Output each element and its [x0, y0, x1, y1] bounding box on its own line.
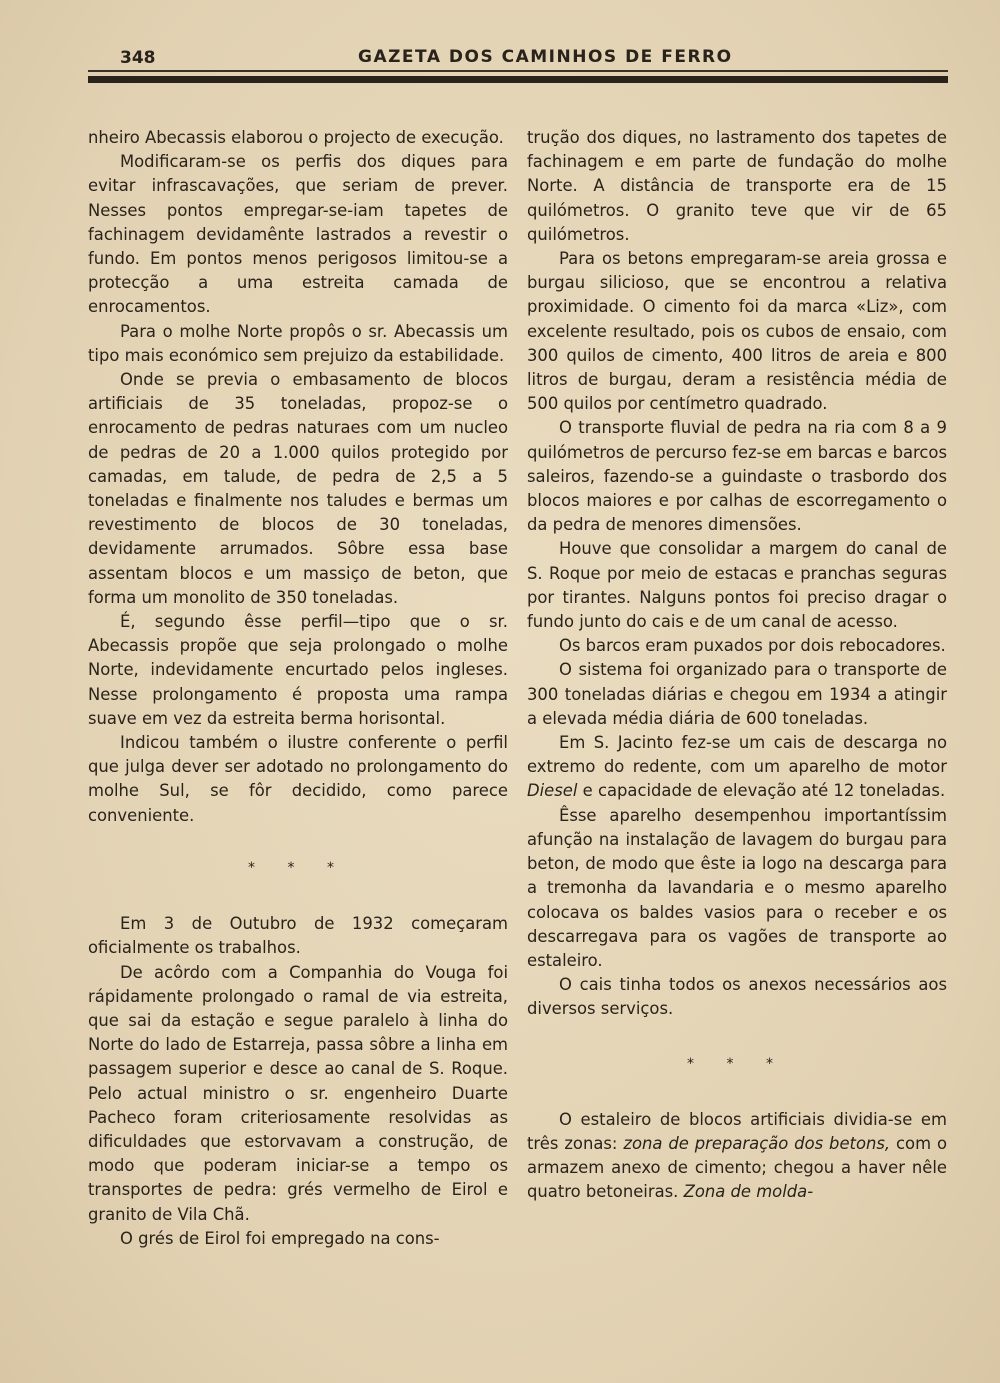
- paragraph: nheiro Abecassis elaborou o projecto de execução.: [88, 128, 504, 147]
- paragraph: Houve que consolidar a margem do canal de S. Roque por meio de estacas e pranchas seguras por tirantes. Nalguns pontos foi preciso dragar o fundo junto do cais e de um canal de acesso.: [527, 539, 947, 632]
- header-rule-thick: [88, 76, 948, 83]
- paragraph: Êsse aparelho desempenhou importantíssim afunção na instalação de lavagem do burgau para beton, de modo que êste ia logo na descarga para a tremonha da lavandaria e o mesmo aparelho colocava os baldes vasios para o receber e os descarregava para os vagões de transporte ao estaleiro.: [527, 805, 947, 970]
- italic-term: Diesel: [527, 781, 578, 801]
- right-column: [527, 126, 947, 1205]
- left-column: [88, 126, 508, 1251]
- text-run: com o armazem anexo de cimento; chegou a haver nêle quatro betoneiras.: [527, 1133, 947, 1202]
- paragraph: Indicou também o ilustre conferente o perfil que julga dever ser adotado no prolongamento do molhe Sul, se fôr decidido, como parece conveniente.: [88, 733, 508, 825]
- paragraph: trução dos diques, no lastramento dos tapetes de fachinagem e em parte de fundação do molhe Norte. A distância de transporte era de 15 quilómetros. O granito teve que vir de 65 quilómetros.: [527, 128, 947, 244]
- paragraph: De acôrdo com a Companhia do Vouga foi rápidamente prolongado o ramal de via estreita, que sai da estação e segue paralelo à linha do Norte do lado de Estarreja, passa sôbre a linha em passagem superior e desce ao canal de S. Roque. Pelo actual ministro o sr. engenheiro Duarte Pacheco foram criteriosamente resolvidas as dificuldades que estorvavam a construção, de modo que poderam iniciar-se a tempo os transportes de pedra: grés vermelho de Eirol e granito de Vila Chã.: [88, 962, 508, 1224]
- paragraph: O cais tinha todos os anexos necessários aos diversos serviços.: [527, 975, 947, 1019]
- paragraph: O transporte fluvial de pedra na ria com 8 a 9 quilómetros de percurso fez-se em barcas e barcos saleiros, fazendo-se a guindaste o trasbordo dos blocos maiores e por calhas de escorregamento o da pedra de menores dimensões.: [527, 418, 947, 535]
- paragraph: O sistema foi organizado para o transporte de 300 toneladas diárias e chegou em 1934 a atingir a elevada média diária de 600 toneladas.: [527, 660, 947, 728]
- text-run: Em S. Jacinto fez-se um cais de descarga no extremo do redente, com um aparelho de motor: [527, 733, 947, 777]
- paragraph: [527, 1108, 947, 1205]
- section-separator: * * *: [687, 1055, 787, 1072]
- paragraph: Os barcos eram puxados por dois rebocadores.: [559, 636, 946, 656]
- paragraph: O grés de Eirol foi empregado na cons-: [120, 1228, 440, 1248]
- paragraph: Onde se previa o embasamento de blocos artificiais de 35 toneladas, propoz-se o enrocamento de pedras naturaes com um nucleo de pedras de 20 a 1.000 quilos protegido por camadas, em talude, de pedra de 2,5 a 5 toneladas e finalmente nos taludes e bermas um revestimento de blocos de 30 toneladas, devidamente arrumados. Sôbre essa base assentam blocos e um massiço de beton, que forma um monolito de 350 toneladas.: [88, 370, 508, 607]
- paragraph: Em 3 de Outubro de 1932 começaram oficialmente os trabalhos.: [88, 914, 508, 958]
- paragraph: Modificaram-se os perfis dos diques para evitar infrascavações, que seriam de prever. Nesses pontos empregar-se-iam tapetes de fachinagem devidamênte lastrados a revestir o fundo. Em pontos menos perigosos limitou-se a protecção a uma estreita camada de enrocamentos.: [88, 152, 508, 317]
- paragraph: [527, 731, 947, 804]
- section-separator: * * *: [248, 859, 348, 876]
- text-run: O estaleiro de blocos artificiais dividia-se em três zonas:: [527, 1109, 947, 1153]
- header-rule-thin: [88, 70, 948, 72]
- paragraph: Para o molhe Norte propôs o sr. Abecassis um tipo mais económico sem prejuizo da estabilidade.: [88, 321, 508, 365]
- italic-term: zona de preparação dos betons,: [623, 1133, 891, 1153]
- running-title: GAZETA DOS CAMINHOS DE FERRO: [358, 47, 733, 67]
- italic-term: Zona de molda-: [683, 1182, 814, 1202]
- paragraph: Para os betons empregaram-se areia grossa e burgau silicioso, que se encontrou a relativa proximidade. O cimento foi da marca «Liz», com excelente resultado, pois os cubos de ensaio, com 300 quilos de cimento, 400 litros de areia e 800 litros de burgau, deram a resistência média de 500 quilos por centímetro quadrado.: [527, 249, 947, 414]
- running-header: [88, 46, 948, 70]
- text-run: e capacidade de elevação até 12 toneladas.: [582, 781, 946, 801]
- page-number: 348: [120, 48, 156, 68]
- paragraph: É, segundo êsse perfil—tipo que o sr. Abecassis propõe que seja prolongado o molhe Norte, indevidamente encurtado pelos ingleses. Nesse prolongamento é proposta uma rampa suave em vez da estreita berma horisontal.: [88, 612, 508, 728]
